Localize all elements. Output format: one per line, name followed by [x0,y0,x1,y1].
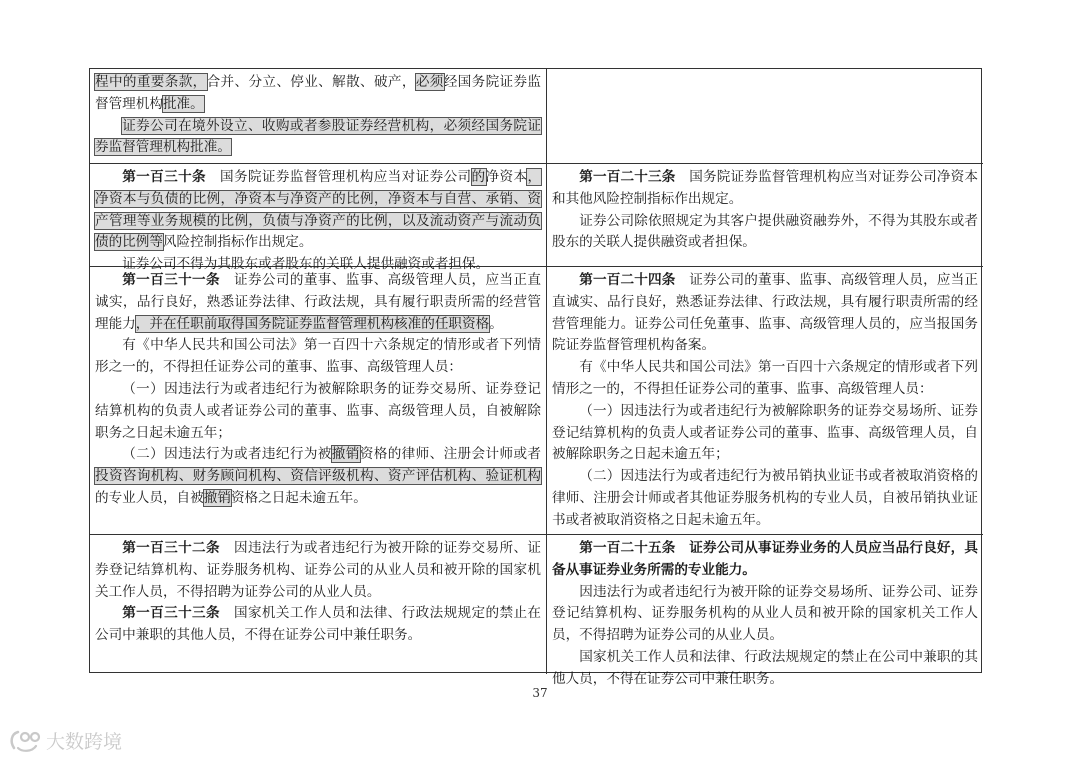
paragraph: （一）因违法行为或者违纪行为被解除职务的证券交易场所、证券登记结算机构的负责人或者证券公司的董事、监事、高级管理人员，自被解除职务之日起未逾五年； [552,402,978,463]
paragraph: 国家机关工作人员和法律、行政法规规定的禁止在公司中兼职的其他人员，不得在证券公司中兼任职务。 [552,648,978,687]
article-text: 国家机关工作人员和法律、行政法规规定的禁止在公司中兼职的其他人员，不得在证券公司中兼任职务。 [95,605,542,644]
paragraph [95,538,541,603]
paragraph: 证券公司不得为其股东或者股东的关联人提供融资或者担保。 [122,256,490,273]
paragraph: 第一百三十一条 证券公司的董事、监事、高级管理人员，应当正直诚实，品行良好，熟悉证券法律、行政法规，具有履行职责所需的经营管理能力，并在任职前取得国务院证券监督管理机构核准的任职资格。 [95,272,541,332]
paragraph [552,538,978,582]
watermark-text: 大数跨境 [46,731,123,753]
right-cell-row1 [547,69,983,164]
paragraph [95,116,541,160]
paragraph: （二）因违法行为或者违纪行为被吊销执业证书或者被取消资格的律师、注册会计师或者其他证券服务机构的专业人员，自被吊销执业证书或者被取消资格之日起未逾五年。 [552,468,978,528]
paragraph: 程中的重要条款，合并、分立、停业、解散、破产，必须经国务院证券监督管理机构批准。 [95,74,542,112]
paragraph: 证券公司除依照规定为其客户提供融资融券外，不得为其股东或者股东的关联人提供融资或者担保。 [552,212,978,251]
paragraph [552,270,978,357]
paragraph: （二）因违法行为或者违纪行为被撤销资格的律师、注册会计师或者投资咨询机构、财务顾问机构、资信评级机构、资产评估机构、验证机构的专业人员，自被撤销资格之日起未逾五年。 [95,446,542,506]
highlighted-text: 程中的重要条款， [95,74,207,90]
highlighted-text: 证券公司在境外设立、收购或者参股证券经营机构，必须经国务院证券监督管理机构批准。 [95,117,541,156]
article-title: 第一百三十一条 [122,272,220,288]
highlighted-text: 撤销 [331,446,360,463]
highlighted-text: ，并在任职前取得国务院证券监督管理机构核准的任职资格 [135,315,490,332]
paragraph [552,167,978,211]
page-number: 37 [532,686,548,700]
paragraph: 有《中华人民共和国公司法》第一百四十六条规定的情形或者下列情形之一的，不得担任证券公司的董事、监事、高级管理人员： [552,359,978,397]
paragraph: （一）因违法行为或者违纪行为被解除职务的证券交易所、证券登记结算机构的负责人或者证券公司的董事、监事、高级管理人员，自被解除职务之日起未逾五年； [95,380,541,441]
highlighted-text: 撤销 [203,489,231,506]
article-title: 第一百二十四条 [579,272,676,288]
article-text: 证券公司的董事、监事、高级管理人员，应当正直诚实、品行良好，熟悉证券法律、行政法规，具有履行职责所需的经营管理能力。证券公司任免董事、监事、高级管理人员的，应当报国务院证券监督管理机构备案。 [552,272,979,354]
watermark [8,727,122,754]
highlighted-text: 投资咨询机构、财务顾问机构、资信评级机构、资产评估机构、验证机构 [95,468,541,485]
highlighted-text: 的 [471,169,486,185]
article-title: 第一百二十五条 [579,540,676,556]
right-cell-row3 [547,267,983,535]
paragraph: 因违法行为或者违纪行为被开除的证券交易场所、证券公司、证券登记结算机构、证券服务机构的从业人员和被开除的国家机关工作人员，不得招聘为证券公司的从业人员。 [552,583,978,644]
left-cell-row3 [90,267,547,535]
article-text: 国务院证券监督管理机构应当对证券公司净资本和其他风险控制指标作出规定。 [552,169,979,207]
article-text: 证券公司从事证券业务的人员应当品行良好，具备从事证券业务所需的专业能力。 [552,540,979,578]
article-title: 第一百三十条 [122,169,207,185]
article-text: 因违法行为或者违纪行为被开除的证券交易所、证券登记结算机构、证券服务机构、证券公司的从业人员和被开除的国家机关工作人员，不得招聘为证券公司的从业人员。 [95,540,542,600]
highlighted-text: 必须 [415,74,444,90]
paragraph: 第一百三十条 国务院证券监督管理机构应当对证券公司的净资本，净资本与负债的比例，净资本与净资产的比例，净资本与自营、承销、资产管理等业务规模的比例，负债与净资产的比例，以及流动资产与流动负债的比例等风险控制指标作出规定。 [95,169,542,251]
comparison-table [89,68,982,687]
watermark-logo-icon [8,728,42,754]
article-title: 第一百三十三条 [122,605,220,622]
left-cell-row1 [90,69,547,164]
right-cell-row2 [547,164,983,267]
paragraph [95,603,541,647]
highlighted-text: ，净资本与负债的比例，净资本与净资产的比例，净资本与自营、承销、资产管理等业务规模的比例，负债与净资产的比例，以及流动资产与流动负债的比例等 [95,169,542,251]
article-title: 第一百三十二条 [122,540,220,556]
highlighted-text: 批准。 [162,95,204,112]
right-cell-row4 [547,535,983,687]
left-cell-row2 [90,164,547,273]
article-title: 第一百二十三条 [579,169,676,185]
left-cell-row4 [90,535,547,674]
paragraph: 有《中华人民共和国公司法》第一百四十六条规定的情形或者下列情形之一的，不得担任证券公司的董事、监事、高级管理人员： [95,337,541,376]
